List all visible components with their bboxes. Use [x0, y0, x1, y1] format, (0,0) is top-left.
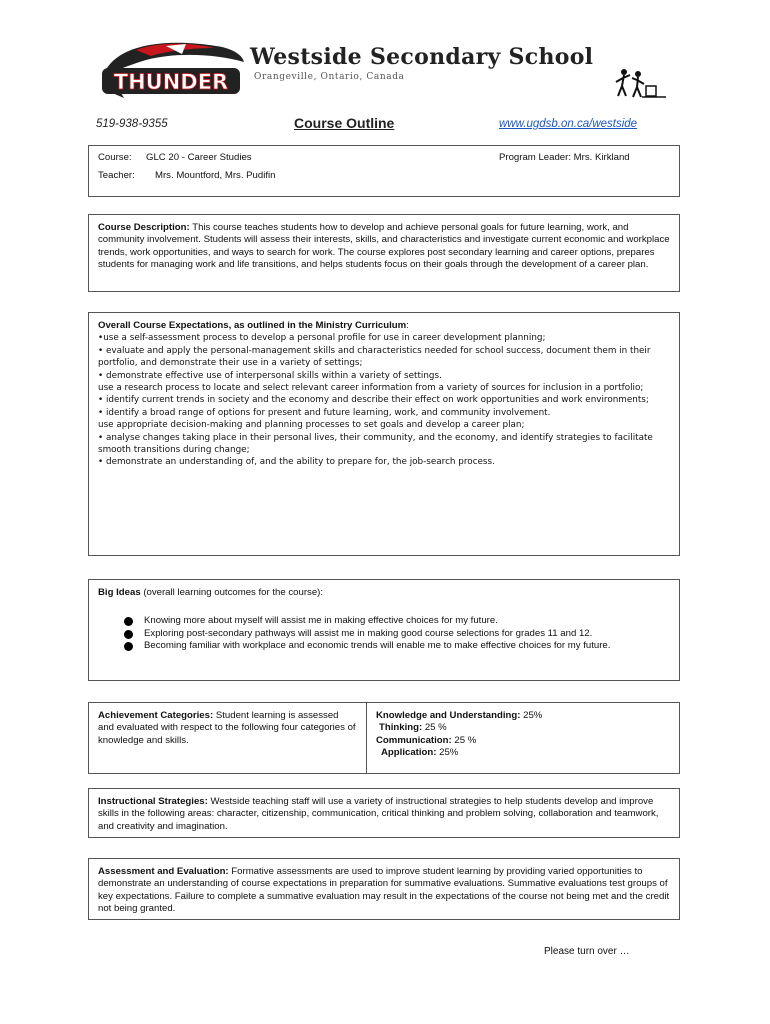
- expectations-list: [98, 332, 670, 468]
- instructional-text: Westside teaching staff will use a variety of instructional strategies to help students develop and improve skills in the following areas: character, citizenship, communication, critical thinking and problem solving, collaboration and teamwork, and creativity and imagination.: [98, 796, 659, 832]
- achievement-box: [88, 702, 680, 774]
- teacher-value: Mrs. Mountford, Mrs. Pudifin: [155, 170, 276, 181]
- achievement-description: [89, 703, 367, 773]
- course-description-box: [88, 214, 680, 292]
- category-thinking: Thinking: 25 %: [379, 722, 447, 734]
- list-item: Knowing more about myself will assist me in making effective choices for my future.: [98, 615, 670, 627]
- category-knowledge: Knowledge and Understanding: 25%: [376, 710, 543, 721]
- school-location: Orangeville, Ontario, Canada: [254, 72, 405, 82]
- list-item: use a research process to locate and select relevant career information from a variety of sources for inclusion in a portfolio;: [98, 382, 644, 393]
- phone-number: 519-938-9355: [96, 118, 168, 130]
- students-figures-icon: [612, 66, 668, 100]
- bullet-icon: [124, 630, 133, 639]
- achievement-categories: [367, 703, 679, 773]
- big-ideas-box: [88, 579, 680, 681]
- bullet-icon: [124, 642, 133, 651]
- expectations-box: [88, 312, 680, 556]
- course-label: Course:: [98, 152, 132, 163]
- instructional-strategies-box: [88, 788, 680, 838]
- list-item: • demonstrate an understanding of, and the ability to prepare for, the job-search process.: [98, 457, 495, 468]
- list-item: • identify a broad range of options for present and future learning, work, and community involvement.: [98, 407, 551, 418]
- list-item: use appropriate decision-making and planning processes to set goals and develop a career plan;: [98, 420, 525, 431]
- school-name: Westside Secondary School: [250, 44, 594, 70]
- big-ideas-subtitle: (overall learning outcomes for the course):: [143, 587, 324, 598]
- list-item: Becoming familiar with workplace and economic trends will enable me to make effective choices for my future.: [98, 640, 670, 652]
- assessment-box: [88, 858, 680, 920]
- instructional-label: Instructional Strategies:: [98, 796, 208, 807]
- assessment-text: Formative assessments are used to improve student learning by providing varied opportunities to demonstrate an understanding of course expectations in preparation for summative evaluations. Summative evaluations test groups of key expectations. Failure to complete a summative evaluation may result in the expectations of the course not being met and the credit not being granted.: [98, 866, 670, 914]
- category-application: Application: 25%: [381, 746, 459, 758]
- course-description-text: This course teaches students how to develop and achieve personal goals for future learning, work, and community involvement. Students will assess their interests, skills, and characteristics and investigate current economic and workplace trends, work opportunities, and ways to search for work. The course explores post secondary learning and career options, prepares students for managing work and life transitions, and helps students focus on their goals through the development of a career plan.: [98, 222, 670, 270]
- teacher-label: Teacher:: [98, 170, 135, 181]
- category-communication: Communication: 25 %: [376, 734, 477, 746]
- list-item: •use a self-assessment process to develop a personal profile for use in career development planning;: [98, 333, 546, 344]
- big-ideas-list: [98, 615, 670, 652]
- big-ideas-label: Big Ideas: [98, 587, 141, 598]
- course-value: GLC 20 - Career Studies: [146, 152, 252, 163]
- list-item: • evaluate and apply the personal-management skills and characteristics needed for school success, document them in their portfolio, and demonstrate their use in a variety of settings;: [98, 345, 651, 369]
- list-item: • demonstrate effective use of interpersonal skills within a variety of settings.: [98, 370, 442, 381]
- expectations-label: Overall Course Expectations, as outlined in the Ministry Curriculum: [98, 320, 407, 331]
- school-website-link[interactable]: www.ugdsb.on.ca/westside: [499, 118, 638, 130]
- logo-text: THUNDER: [113, 70, 229, 94]
- expectations-colon: :: [406, 320, 409, 331]
- list-item: • analyse changes taking place in their personal lives, their community, and the economy, and identify strategies to facilitate smooth transitions during change;: [98, 432, 653, 455]
- document-title: Course Outline: [294, 115, 395, 131]
- bullet-icon: [124, 617, 133, 626]
- program-leader: Program Leader: Mrs. Kirkland: [499, 152, 630, 163]
- course-info-box: [88, 145, 680, 197]
- assessment-label: Assessment and Evaluation:: [98, 866, 229, 877]
- list-item: • identify current trends in society and the economy and describe their effect on work opportunities and work environments;: [98, 395, 649, 406]
- course-description-label: Course Description:: [98, 222, 190, 233]
- thunder-logo-icon: [96, 36, 246, 106]
- achievement-label: Achievement Categories:: [98, 710, 214, 721]
- list-item: Exploring post-secondary pathways will assist me in making good course selections for grades 11 and 12.: [98, 628, 670, 640]
- turn-over-note: Please turn over …: [544, 946, 630, 957]
- achievement-text: Student learning is assessed and evaluated with respect to the following four categories of knowledge and skills.: [98, 710, 356, 746]
